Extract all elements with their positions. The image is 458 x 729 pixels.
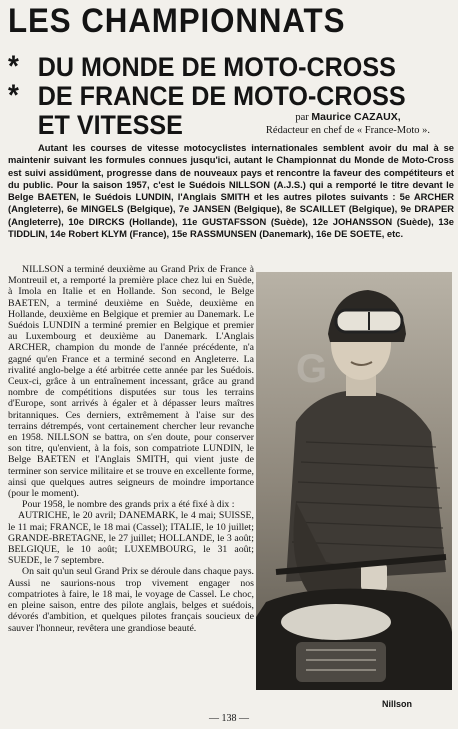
subline-text: DU MONDE DE MOTO-CROSS: [37, 52, 396, 82]
bullet-star: *: [8, 79, 19, 112]
headline: LES CHAMPIONNATS: [8, 2, 346, 40]
photo-caption: Nillson: [382, 699, 413, 709]
byline-author: Maurice CAZAUX,: [311, 111, 401, 123]
page-number: — 138 —: [209, 713, 249, 724]
subline-1: [8, 52, 396, 82]
byline-prefix: par: [295, 112, 309, 123]
subline-text: ET VITESSE: [37, 110, 183, 140]
rider-photo-illustration: [256, 272, 452, 690]
subline-2: [8, 81, 406, 111]
byline-role: Rédacteur en chef de « France-Moto ».: [265, 125, 431, 136]
intro-paragraph: Autant les courses de vitesse motocyclistes internationales semblent avoir du mal à se maintenir suivant les formules connues jusqu'ici, autant le Championnat du Monde de Moto-Cross est suivi assidûment, progresse dans de nouveaux pays et rencontre la faveur des compétiteurs et du public. Pour la saison 1957, c'est le Suédois NILLSON (A.J.S.) qui a remporté le titre devant le Belge BAETEN, le Suédois LUNDIN, l'Anglais SMITH et les autres pilotes suivants : 5e ARCHER (Angleterre), 6e MINGELS (Belgique), 7e JANSEN (Belgique), 8e SCAILLET (Belgique), 9e DRAPER (Angleterre), 10e DIRCKS (Hollande), 11e GUSTAFSSON (Suède), 12e JOHANSSON (Suède), 13e TIDDLIN, 14e Robert KLYM (France), 15e RASSMUNSEN (Danemark), 16e DE SOETE, etc.: [8, 142, 454, 240]
bullet-star: *: [8, 50, 19, 83]
byline: [248, 111, 448, 137]
svg-text:G: G: [296, 347, 328, 391]
body-paragraph: Pour 1958, le nombre des grands prix a été fixé à dix :: [22, 499, 235, 511]
subline-text: DE FRANCE DE MOTO-CROSS: [37, 81, 406, 111]
rider-photo: [256, 272, 452, 690]
race-calendar: AUTRICHE, le 20 avril; DANEMARK, le 4 mai; SUISSE, le 11 mai; FRANCE, le 18 mai (Cassel); ITALIE, le 10 juillet; GRANDE-BRETAGNE, le 27 juillet; HOLLANDE, le 3 août; BELGIQUE, le 10 août; LUXEMBOURG, le 31 août; SUEDE, le 7 septembre.: [8, 510, 254, 567]
body-paragraph: On sait qu'un seul Grand Prix se déroule dans chaque pays. Aussi ne saurions-nous trop vivement engager nos compatriotes à faire, le 18 mai, le voyage de Cassel. Le choc, en pleine saison, entre des pilote anglais, belges et suédois, dévorés d'ambition, et quelques pilotes français soucieux de sauver l'honneur, revêtera une grandiose beauté.: [8, 566, 254, 634]
body-paragraph: NILLSON a terminé deuxième au Grand Prix de France à Montreuil et, a remporté la première place chez lui en Suède, à Imola en Italie et en Hollande. Son second, le Belge BAETEN, a terminé deuxième en Suède, deuxième en Hollande, deuxième en Belgique et premier au Danemark. Le Suédois LUNDIN a terminé premier en Belgique et premier au Luxembourg et deuxième au Danemark. L'Anglais ARCHER, champion du monde de l'année précédente, n'a gagné qu'en France et a terminé second en Angleterre. La rivalité anglo-belge a été arbitrée cette année par les Suédois. Ceux-ci, grâce à un entraînement incessant, grâce au grand nombre de compétitions disputées sur tous les terrains d'Europe, sont arrivés à égaler et à dépasser leurs maîtres britanniques. Ces derniers, extrêmement à l'aise sur des terrains détrempés, vont certainement chercher leur revanche en 1958. NILLSON se battra, on s'en doute, pour conserver son titre, qu'envient, à la fois, son compatriote LUNDIN, le Belge BAETEN et l'Anglais SMITH, qui vient juste de terminer son service militaire et se trouve en excellente forme, ainsi que quelques autres seigneurs de moindre importance (pour le moment).: [8, 264, 254, 500]
subline-3: [8, 110, 183, 140]
article-column: [8, 264, 254, 634]
